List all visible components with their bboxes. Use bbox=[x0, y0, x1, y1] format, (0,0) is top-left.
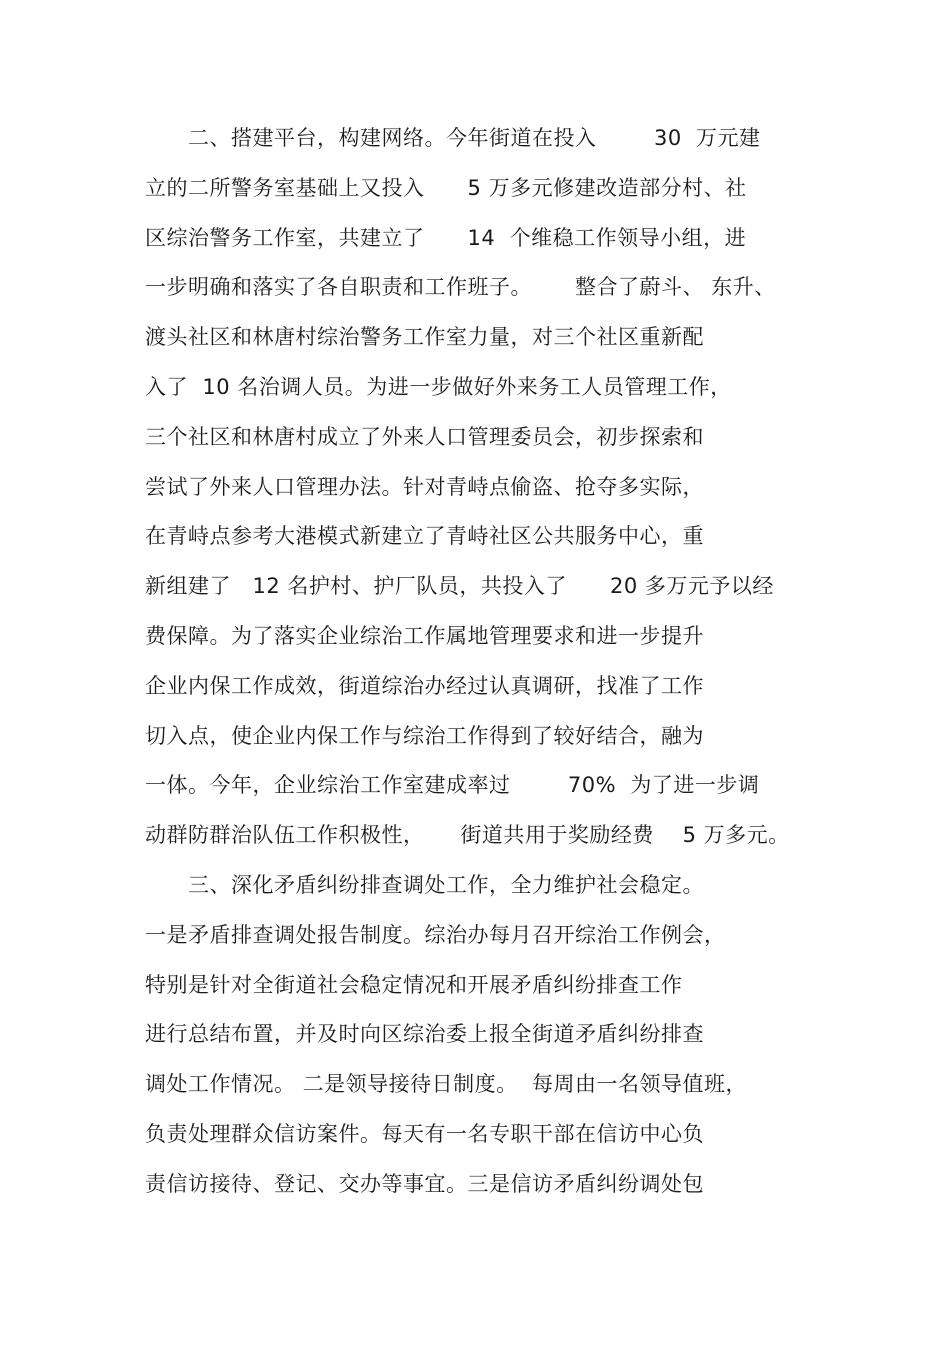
text-line-10: 新组建了 12 名护村、护厂队员，共投入了 20 多万元予以经 bbox=[145, 574, 774, 599]
text-line-4: 一步明确和落实了各自职责和工作班子。 整合了蔚斗、 东升、 bbox=[145, 275, 776, 300]
text-line-21: 负责处理群众信访案件。每天有一名专职干部在信访中心负 bbox=[145, 1121, 704, 1146]
text-line-2: 立的二所警务室基础上又投入 5 万多元修建改造部分村、社 bbox=[145, 175, 747, 200]
text-line-22: 责信访接待、登记、交办等事宜。三是信访矛盾纠纷调处包 bbox=[145, 1171, 704, 1196]
text-line-9: 在青峙点参考大港模式新建立了青峙社区公共服务中心，重 bbox=[145, 524, 704, 549]
body-text bbox=[145, 114, 825, 1210]
text-line-16: 三、深化矛盾纠纷排查调处工作，全力维护社会稳定。 bbox=[145, 872, 705, 897]
text-line-3: 区综治警务工作室，共建立了 14 个维稳工作领导小组，进 bbox=[145, 225, 747, 250]
text-line-15: 动群防群治队伍工作积极性， 街道共用于奖励经费 5 万多元。 bbox=[145, 823, 790, 848]
text-line-19: 进行总结布置，并及时向区综治委上报全街道矛盾纠纷排查 bbox=[145, 1022, 704, 1047]
text-line-13: 切入点，使企业内保工作与综治工作得到了较好结合，融为 bbox=[145, 723, 704, 748]
text-line-12: 企业内保工作成效，街道综治办经过认真调研，找准了工作 bbox=[145, 673, 704, 698]
text-line-17: 一是矛盾排查调处报告制度。综治办每月召开综治工作例会， bbox=[145, 922, 726, 947]
text-line-14: 一体。今年，企业综治工作室建成率过 70% 为了进一步调 bbox=[145, 773, 760, 798]
text-line-11: 费保障。为了落实企业综治工作属地管理要求和进一步提升 bbox=[145, 623, 704, 648]
text-line-18: 特别是针对全街道社会稳定情况和开展矛盾纠纷排查工作 bbox=[145, 972, 683, 997]
text-line-5: 渡头社区和林唐村综治警务工作室力量，对三个社区重新配 bbox=[145, 325, 704, 350]
text-line-6: 入了 10 名治调人员。为进一步做好外来务工人员管理工作， bbox=[145, 374, 732, 399]
text-line-8: 尝试了外来人口管理办法。针对青峙点偷盗、抢夺多实际， bbox=[145, 474, 704, 499]
text-line-7: 三个社区和林唐村成立了外来人口管理委员会，初步探索和 bbox=[145, 424, 704, 449]
text-line-20: 调处工作情况。 二是领导接待日制度。 每周由一名领导值班， bbox=[145, 1072, 748, 1097]
text-line-1: 二、搭建平台，构建网络。今年街道在投入 30 万元建 bbox=[145, 126, 761, 150]
